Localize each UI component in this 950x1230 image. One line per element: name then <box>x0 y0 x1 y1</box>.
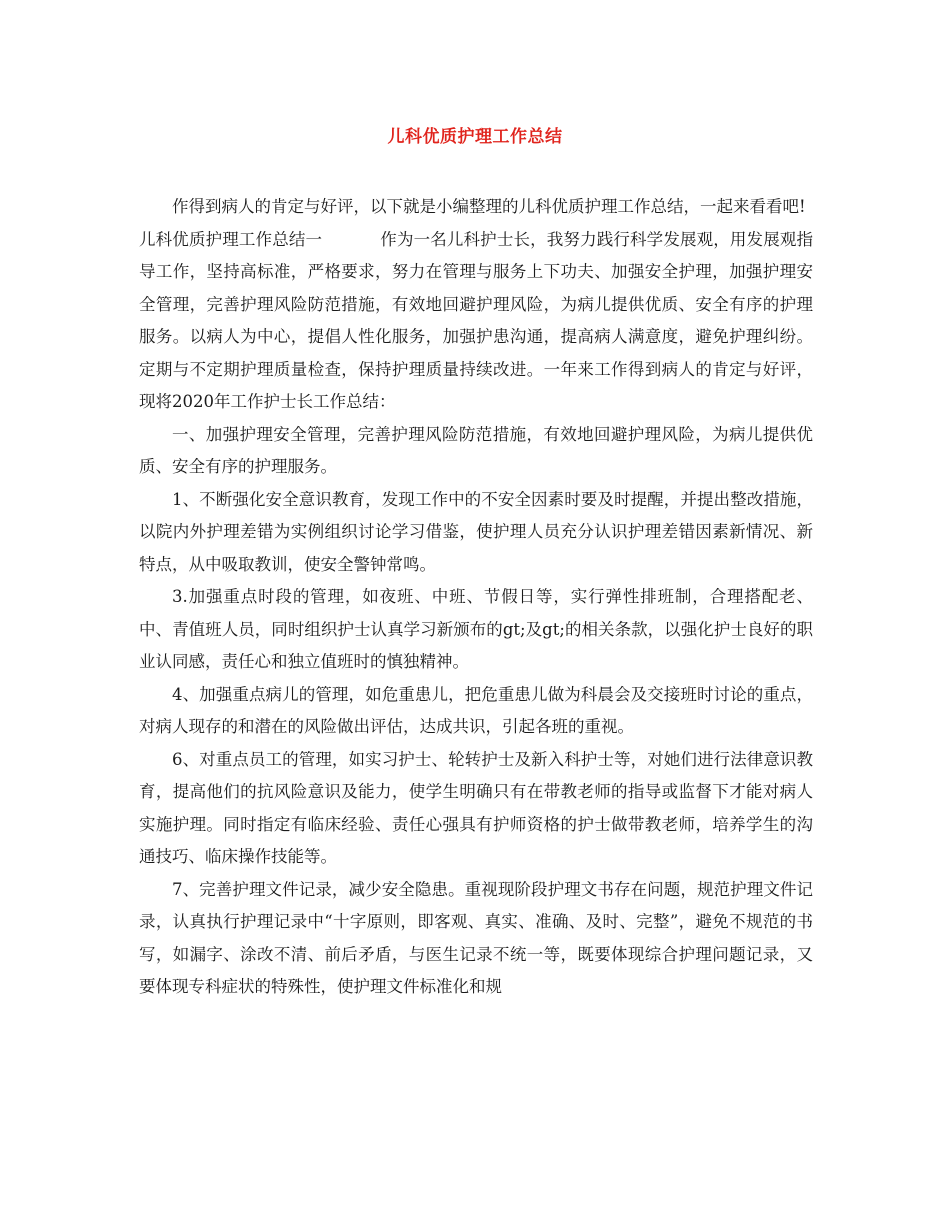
paragraph-item-6: 6、对重点员工的管理，如实习护士、轮转护士及新入科护士等，对她们进行法律意识教育，提高他们的抗风险意识及能力，使学生明确只有在带教老师的指导或监督下才能对病人实施护理。同时指定有临床经验、责任心强具有护师资格的护士做带教老师，培养学生的沟通技巧、临床操作技能等。 <box>139 749 813 866</box>
paragraph-safety-management: 一、加强护理安全管理，完善护理风险防范措施，有效地回避护理风险，为病儿提供优质、安全有序的护理服务。 <box>139 424 813 476</box>
paragraph-item-4: 4、加强重点病儿的管理，如危重患儿，把危重患儿做为科晨会及交接班时讨论的重点，对病人现存的和潜在的风险做出评估，达成共识，引起各班的重视。 <box>139 684 813 736</box>
paragraph-item-1: 1、不断强化安全意识教育，发现工作中的不安全因素时要及时提醒，并提出整改措施，以院内外护理差错为实例组织讨论学习借鉴，使护理人员充分认识护理差错因素新情况、新特点，从中吸取教训，使安全警钟常鸣。 <box>139 489 813 574</box>
section-one-paragraph <box>139 224 813 419</box>
paragraph-item-7: 7、完善护理文件记录，减少安全隐患。重视现阶段护理文书存在问题，规范护理文件记录，认真执行护理记录中“十字原则，即客观、真实、准确、及时、完整”，避免不规范的书写，如漏字、涂改不清、前后矛盾，与医生记录不统一等，既要体现综合护理问题记录，又要体现专科症状的特殊性，使护理文件标准化和规 <box>139 879 813 996</box>
section-opening: 作为一名儿科护士长，我努力践行科学发展观，用发展观指导工作，坚持高标准，严格要求，努力在管理与服务上下功夫、加强安全护理，加强护理安全管理，完善护理风险防范措施，有效地回避护理风险，为病儿提供优质、安全有序的护理服务。以病人为中心，提倡人性化服务，加强护患沟通，提高病人满意度，避免护理纠纷。定期与不定期护理质量检查，保持护理质量持续改进。一年来工作得到病人的肯定与好评，现将2020年工作护士长工作总结： <box>139 229 814 411</box>
intro-paragraph: 作得到病人的肯定与好评，以下就是小编整理的儿科优质护理工作总结，一起来看看吧! <box>172 197 806 216</box>
section-heading: 儿科优质护理工作总结一 <box>139 229 323 249</box>
document-body <box>139 191 813 1004</box>
paragraph-item-3: 3.加强重点时段的管理，如夜班、中班、节假日等，实行弹性排班制，合理搭配老、中、青值班人员，同时组织护士认真学习新颁布的gt;及gt;的相关条款，以强化护士良好的职业认同感，责任心和独立值班时的慎独精神。 <box>139 587 813 671</box>
document-title: 儿科优质护理工作总结 <box>387 127 563 147</box>
